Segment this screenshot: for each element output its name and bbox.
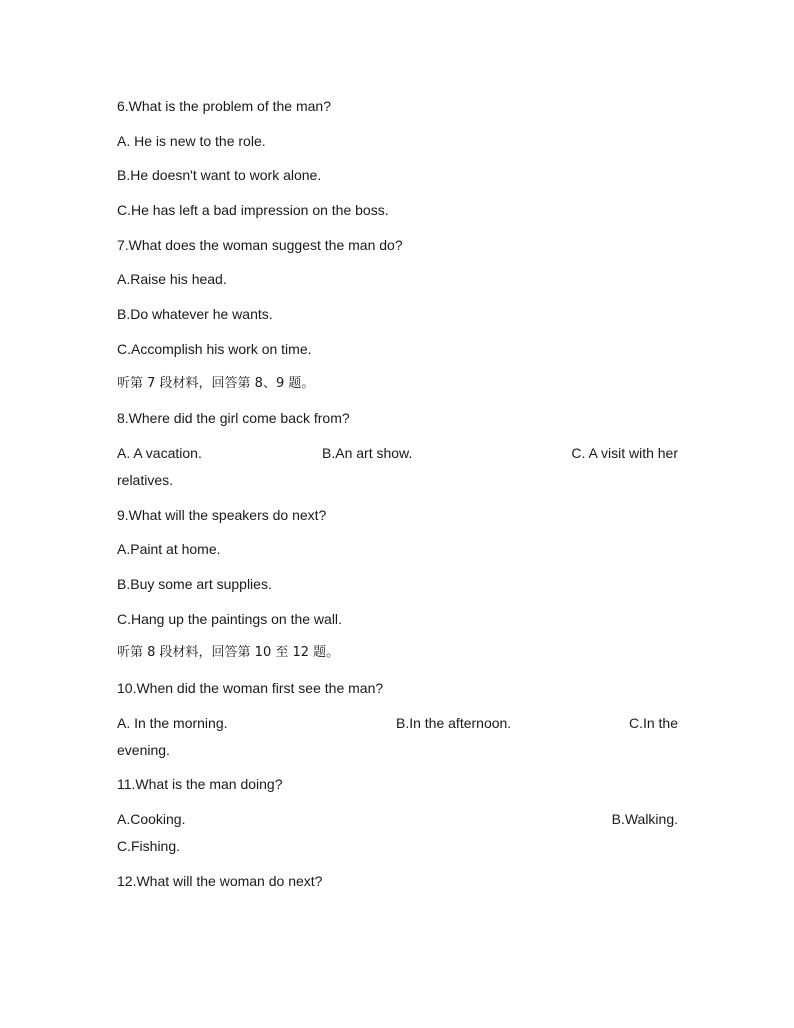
q11-option-a: A.Cooking. bbox=[117, 811, 186, 828]
question-9: 9.What will the speakers do next? bbox=[117, 506, 327, 523]
q8-option-c: C. A visit with her bbox=[571, 444, 678, 461]
q11-option-b: B.Walking. bbox=[611, 811, 678, 828]
q6-option-c: C.He has left a bad impression on the boss. bbox=[117, 202, 389, 219]
question-11: 11.What is the man doing? bbox=[117, 776, 283, 793]
question-8: 8.Where did the girl come back from? bbox=[117, 410, 350, 427]
q10-option-c: C.In the bbox=[628, 714, 678, 731]
q6-option-a: A. He is new to the role. bbox=[117, 132, 266, 149]
q10-option-a: A. In the morning. bbox=[117, 714, 228, 731]
section-8-heading: 听第 8 段材料，回答第 10 至 12 题。 bbox=[117, 645, 340, 661]
q9-option-c: C.Hang up the paintings on the wall. bbox=[117, 610, 342, 627]
q8-option-b: B.An art show. bbox=[322, 444, 413, 461]
question-12: 12.What will the woman do next? bbox=[117, 872, 323, 889]
q6-option-b: B.He doesn't want to work alone. bbox=[117, 167, 322, 184]
q9-option-a: A.Paint at home. bbox=[117, 541, 221, 558]
q7-option-c: C.Accomplish his work on time. bbox=[117, 340, 312, 357]
q11-option-c: C.Fishing. bbox=[117, 838, 181, 855]
question-6: 6.What is the problem of the man? bbox=[117, 98, 331, 114]
q8-option-c-continuation: relatives. bbox=[117, 471, 174, 488]
question-7: 7.What does the woman suggest the man do? bbox=[117, 236, 403, 253]
q10-option-c-continuation: evening. bbox=[117, 741, 170, 758]
q10-options-row bbox=[117, 713, 678, 733]
listening-questions bbox=[117, 96, 678, 905]
q8-options-row bbox=[117, 443, 678, 463]
question-10: 10.When did the woman first see the man? bbox=[117, 680, 384, 696]
q7-option-a: A.Raise his head. bbox=[117, 271, 227, 288]
q9-option-b: B.Buy some art supplies. bbox=[117, 575, 272, 592]
q8-option-a: A. A vacation. bbox=[117, 444, 202, 461]
q10-option-b: B.In the afternoon. bbox=[396, 714, 512, 731]
q11-options-row bbox=[117, 809, 678, 829]
section-7-heading: 听第 7 段材料，回答第 8、9 题。 bbox=[117, 375, 315, 391]
q7-option-b: B.Do whatever he wants. bbox=[117, 306, 273, 323]
